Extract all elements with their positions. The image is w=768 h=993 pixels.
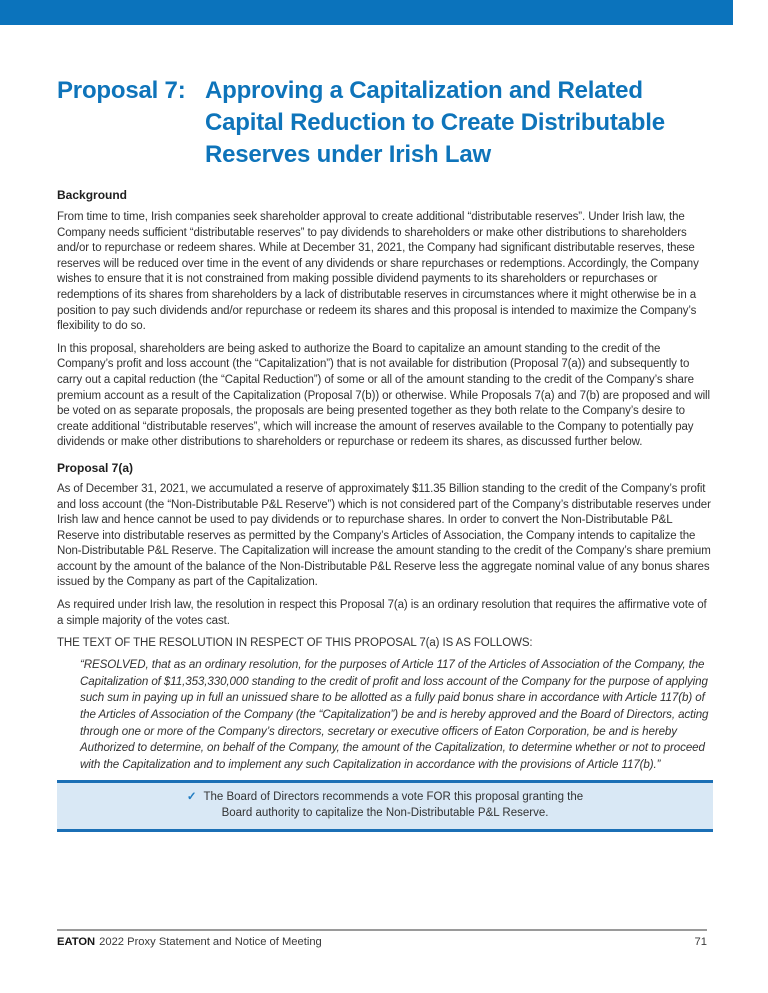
footer-text: 2022 Proxy Statement and Notice of Meeting bbox=[99, 936, 322, 948]
resolution-intro-line: THE TEXT OF THE RESOLUTION IN RESPECT OF THIS PROPOSAL 7(a) IS AS FOLLOWS: bbox=[57, 637, 533, 650]
background-heading: Background bbox=[57, 188, 128, 202]
title-line-3: Reserves under Irish Law bbox=[205, 141, 491, 168]
page-number: 71 bbox=[694, 936, 707, 948]
check-icon: ✓ bbox=[186, 790, 197, 803]
title-line-2: Capital Reduction to Create Distributable bbox=[205, 109, 665, 136]
proposal-title bbox=[57, 75, 713, 171]
background-paragraph-1: From time to time, Irish companies seek shareholder approval to create additional “distributable reserves”. Under Irish law, the Company needs sufficient “distributable reserves” to pay dividends to shareholders or make other distributions to shareholders and/or to repurchase or redeem shares. While at December 31, 2021, the Company had significant distributable reserves, these reserves will be reduced over time in the event of any dividends or share repurchases or redemptions. Accordingly, the Company wishes to ensure that it is not constrained from making possible dividend payments to its shareholders or repurchases or redemptions of its shares from shareholders by a lack of distributable reserves in circumstances where it might otherwise be in a position to pay such dividends and/or repurchase or redeem its shares and this proposal is intended to maximize the Company’s flexibility to do so. bbox=[57, 211, 699, 333]
recommendation-line-2: Board authority to capitalize the Non-Distributable P&L Reserve. bbox=[221, 807, 549, 820]
top-accent-bar bbox=[0, 0, 733, 25]
brand-name: EATON bbox=[57, 936, 96, 948]
proposal-7a-paragraph-1: As of December 31, 2021, we accumulated a reserve of approximately $11.35 Billion standing to the credit of the Company’s profit and loss account (the “Non-Distributable P&L Reserve”) which is not considered part of the Company’s distributable reserves under Irish law and hence cannot be used to pay dividends or to repurchase shares. In order to convert the Non-Distributable P&L Reserve into distributable reserves as permitted by the Company’s Articles of Association, the Company intends to capitalize the Non-Distributable P&L Reserve. The Capitalization will increase the amount standing to the credit of the Company’s share premium account by the amount of the balance of the Non-Distributable P&L Reserve less the aggregate nominal value of any bonus shares issued by the Company as part of the Capitalization. bbox=[57, 482, 711, 589]
proposal-number-label: Proposal 7: bbox=[57, 77, 186, 104]
proposal-title-text bbox=[205, 75, 665, 171]
resolution-quote: “RESOLVED, that as an ordinary resolution, for the purposes of Article 117 of the Articles of Association of the Company, the Capitalization of $11,353,330,000 standing to the credit of profit and loss account of the Company for the purpose of applying such sum in paying up in full an unissued share to be allotted as a fully paid bonus share in accordance with Article 117(b) of the Articles of Association of the Company (the “Capitalization”) be and is hereby approved and the Board of Directors, acting through one or more of the Company’s directors, secretary or executive officers of Eaton Corporation, be and is hereby Authorized to determine, on behalf of the Company, the amount of the Capitalization, to determine whether or not to proceed with the Capitalization and to implement any such Capitalization in accordance with the provisions of Article 117(b).” bbox=[80, 657, 709, 772]
recommendation-text-1: The Board of Directors recommends a vote FOR this proposal granting the bbox=[203, 790, 584, 803]
footer-brand-line bbox=[57, 936, 322, 948]
recommendation-box bbox=[57, 780, 713, 832]
page-footer bbox=[57, 929, 707, 948]
proposal-7a-paragraph-2: As required under Irish law, the resolution in respect this Proposal 7(a) is an ordinary resolution that requires the affirmative vote of a simple majority of the votes cast. bbox=[57, 599, 707, 627]
recommendation-line-1 bbox=[67, 789, 703, 806]
proposal-7a-heading: Proposal 7(a) bbox=[57, 460, 134, 475]
title-line-1: Approving a Capitalization and Related bbox=[205, 77, 643, 104]
page-content bbox=[57, 25, 713, 832]
background-paragraph-2: In this proposal, shareholders are being asked to authorize the Board to capitalize an amount standing to the credit of the Company’s profit and loss account (the “Capitalization”) that is not available for distribution (Proposal 7(a)) and subsequently to carry out a capital reduction (the “Capital Reduction”) of some or all of the amount standing to the credit of the Company’s share premium account as a result of the Capitalization (Proposal 7(b)) or otherwise. While Proposals 7(a) and 7(b) are proposed and will be voted on as separate proposals, the proposals are being presented together as they both relate to the Company’s desire to create additional “distributable reserves”, which will increase the amount of reserves available to the Company to potentially pay dividends or make other distributions to shareholders or repurchase or redeem its shares, as discussed further below. bbox=[57, 342, 710, 449]
